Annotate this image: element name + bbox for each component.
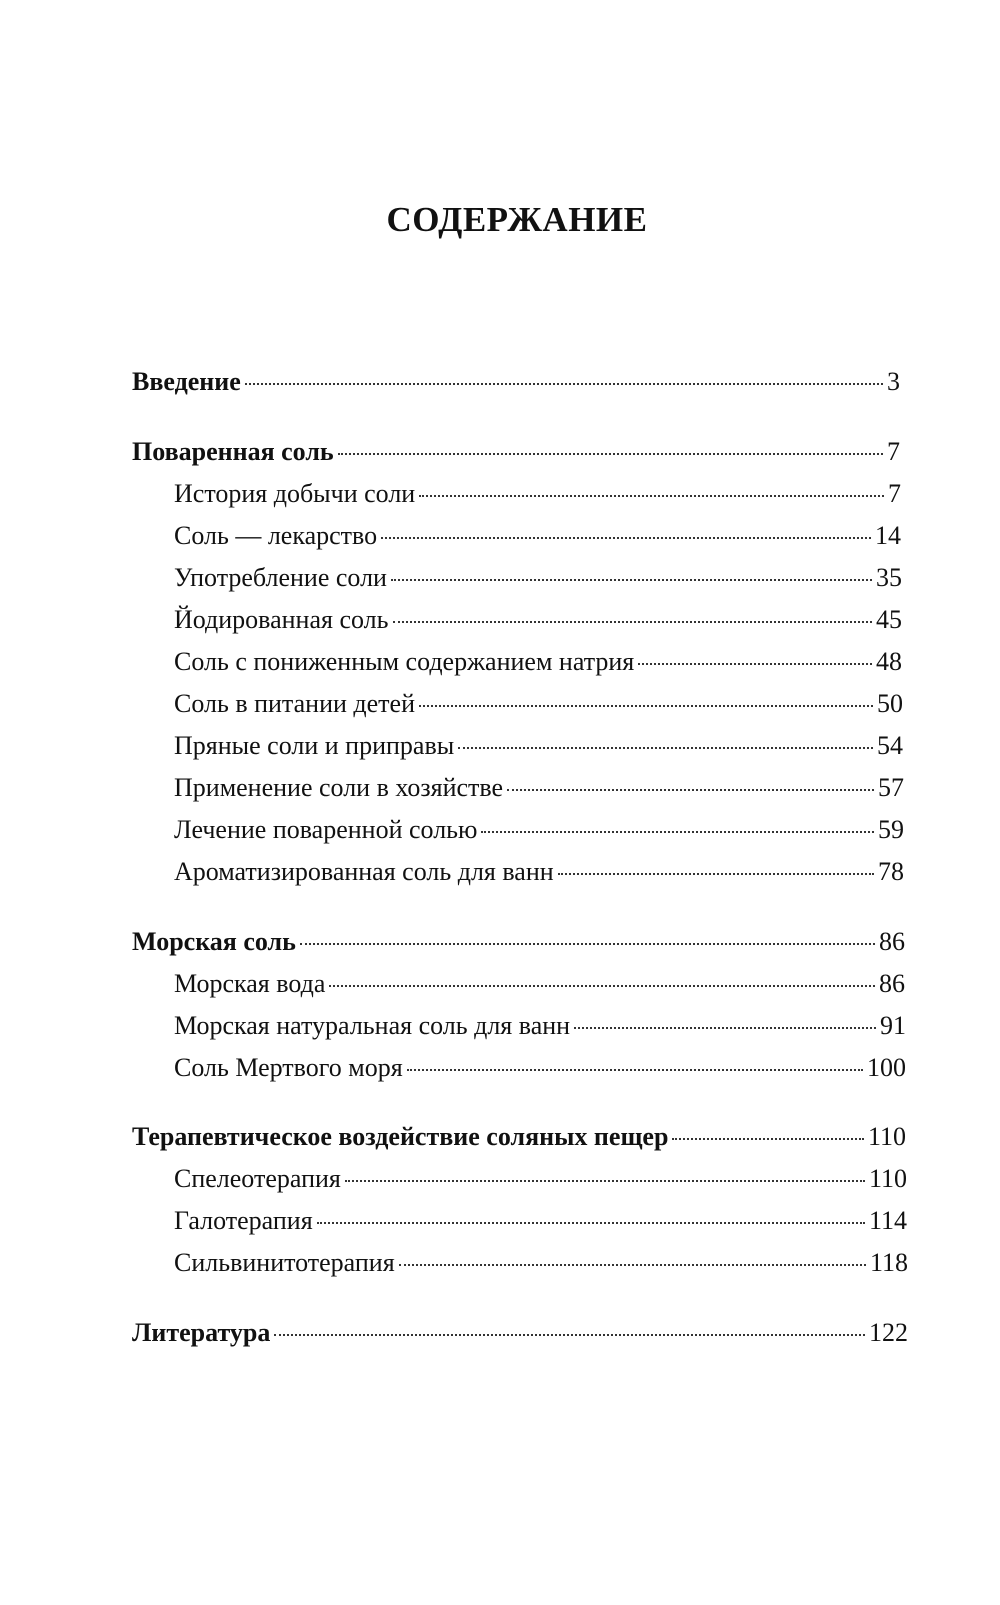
toc-entry[interactable] bbox=[132, 437, 900, 473]
toc-entry-label: Морская соль bbox=[132, 927, 296, 956]
toc-entry-label: Соль с пониженным содержанием натрия bbox=[174, 647, 635, 676]
dot-leader bbox=[274, 1334, 865, 1336]
toc-entry-page: 78 bbox=[878, 857, 904, 886]
toc-entry[interactable] bbox=[174, 969, 905, 1005]
dot-leader bbox=[393, 621, 873, 623]
toc-entry-page: 110 bbox=[868, 1164, 907, 1193]
toc-entry[interactable] bbox=[174, 605, 902, 641]
toc-entry[interactable] bbox=[174, 1011, 906, 1047]
dot-leader bbox=[458, 747, 873, 749]
dot-leader bbox=[345, 1180, 865, 1182]
toc-entry-page: 86 bbox=[879, 969, 905, 998]
toc-entry-page: 50 bbox=[877, 689, 903, 718]
toc-entry-page: 7 bbox=[888, 479, 901, 508]
toc-entry-page: 57 bbox=[878, 773, 904, 802]
dot-leader bbox=[574, 1027, 876, 1029]
dot-leader bbox=[391, 579, 872, 581]
toc-entry[interactable] bbox=[174, 857, 904, 893]
toc-entry[interactable] bbox=[174, 1164, 907, 1200]
toc-entry-label: Йодированная соль bbox=[174, 605, 389, 634]
toc-entry-label: Литература bbox=[132, 1318, 271, 1347]
toc-entry-page: 3 bbox=[887, 367, 900, 396]
toc-entry-label: Лечение поваренной солью bbox=[174, 815, 478, 844]
toc-entry-label: Соль Мертвого моря bbox=[174, 1053, 403, 1082]
dot-leader bbox=[558, 873, 874, 875]
dot-leader bbox=[507, 789, 874, 791]
dot-leader bbox=[317, 1222, 865, 1224]
toc-entry-page: 14 bbox=[875, 521, 901, 550]
toc-entry[interactable] bbox=[174, 731, 903, 767]
toc-entry-label: Галотерапия bbox=[174, 1206, 313, 1235]
toc-entry[interactable] bbox=[174, 1206, 907, 1242]
toc-entry-label: Соль — лекарство bbox=[174, 521, 378, 550]
toc-entry-label: Употребление соли bbox=[174, 563, 387, 592]
toc-entry[interactable] bbox=[174, 647, 902, 683]
toc-entry-page: 100 bbox=[867, 1053, 906, 1082]
toc-entry[interactable] bbox=[174, 815, 904, 851]
toc-entry-page: 48 bbox=[876, 647, 902, 676]
dot-leader bbox=[245, 383, 883, 385]
toc-entry[interactable] bbox=[174, 521, 901, 557]
toc-entry[interactable] bbox=[132, 367, 900, 403]
toc-entry-page: 59 bbox=[878, 815, 904, 844]
toc-entry-label: Морская натуральная соль для ванн bbox=[174, 1011, 571, 1040]
dot-leader bbox=[399, 1264, 866, 1266]
toc-entry-page: 86 bbox=[879, 927, 905, 956]
toc-entry-label: Морская вода bbox=[174, 969, 326, 998]
toc-entry-page: 35 bbox=[876, 563, 902, 592]
dot-leader bbox=[300, 943, 875, 945]
toc-entry-label: Спелеотерапия bbox=[174, 1164, 341, 1193]
toc-entry[interactable] bbox=[174, 563, 902, 599]
toc-entry-label: Применение соли в хозяйстве bbox=[174, 773, 504, 802]
dot-leader bbox=[329, 985, 875, 987]
toc-entry-page: 114 bbox=[868, 1206, 907, 1235]
toc-entry[interactable] bbox=[132, 927, 905, 963]
dot-leader bbox=[381, 537, 871, 539]
dot-leader bbox=[338, 453, 883, 455]
toc-entry-page: 45 bbox=[876, 605, 902, 634]
toc-entry-label: Сильвинитотерапия bbox=[174, 1248, 395, 1277]
toc-entry-page: 91 bbox=[880, 1011, 906, 1040]
toc-entry-page: 122 bbox=[869, 1318, 908, 1347]
toc-entry-page: 54 bbox=[877, 731, 903, 760]
dot-leader bbox=[419, 705, 873, 707]
page-title: СОДЕРЖАНИЕ bbox=[386, 200, 648, 239]
toc-entry[interactable] bbox=[174, 689, 903, 725]
dot-leader bbox=[638, 663, 872, 665]
toc-entry-page: 110 bbox=[867, 1122, 906, 1151]
toc-entry-label: Пряные соли и приправы bbox=[174, 731, 455, 760]
dot-leader bbox=[672, 1138, 864, 1140]
toc-entry[interactable] bbox=[174, 773, 904, 809]
toc-entry-page: 7 bbox=[887, 437, 900, 466]
toc-entry-label: Введение bbox=[132, 367, 241, 396]
toc-entry-label: Ароматизированная соль для ванн bbox=[174, 857, 554, 886]
toc-entry[interactable] bbox=[174, 1248, 908, 1284]
toc-entry-label: Терапевтическое воздействие соляных пещер bbox=[132, 1122, 669, 1151]
toc-entry[interactable] bbox=[132, 1122, 906, 1158]
toc-entry-label: Поваренная соль bbox=[132, 437, 334, 466]
dot-leader bbox=[481, 831, 874, 833]
toc-entry-label: Соль в питании детей bbox=[174, 689, 415, 718]
dot-leader bbox=[419, 495, 884, 497]
toc-entry-page: 118 bbox=[869, 1248, 908, 1277]
toc-entry[interactable] bbox=[132, 1318, 908, 1354]
toc-entry[interactable] bbox=[174, 479, 901, 515]
toc-entry[interactable] bbox=[174, 1053, 906, 1089]
dot-leader bbox=[407, 1069, 863, 1071]
toc-entry-label: История добычи соли bbox=[174, 479, 416, 508]
